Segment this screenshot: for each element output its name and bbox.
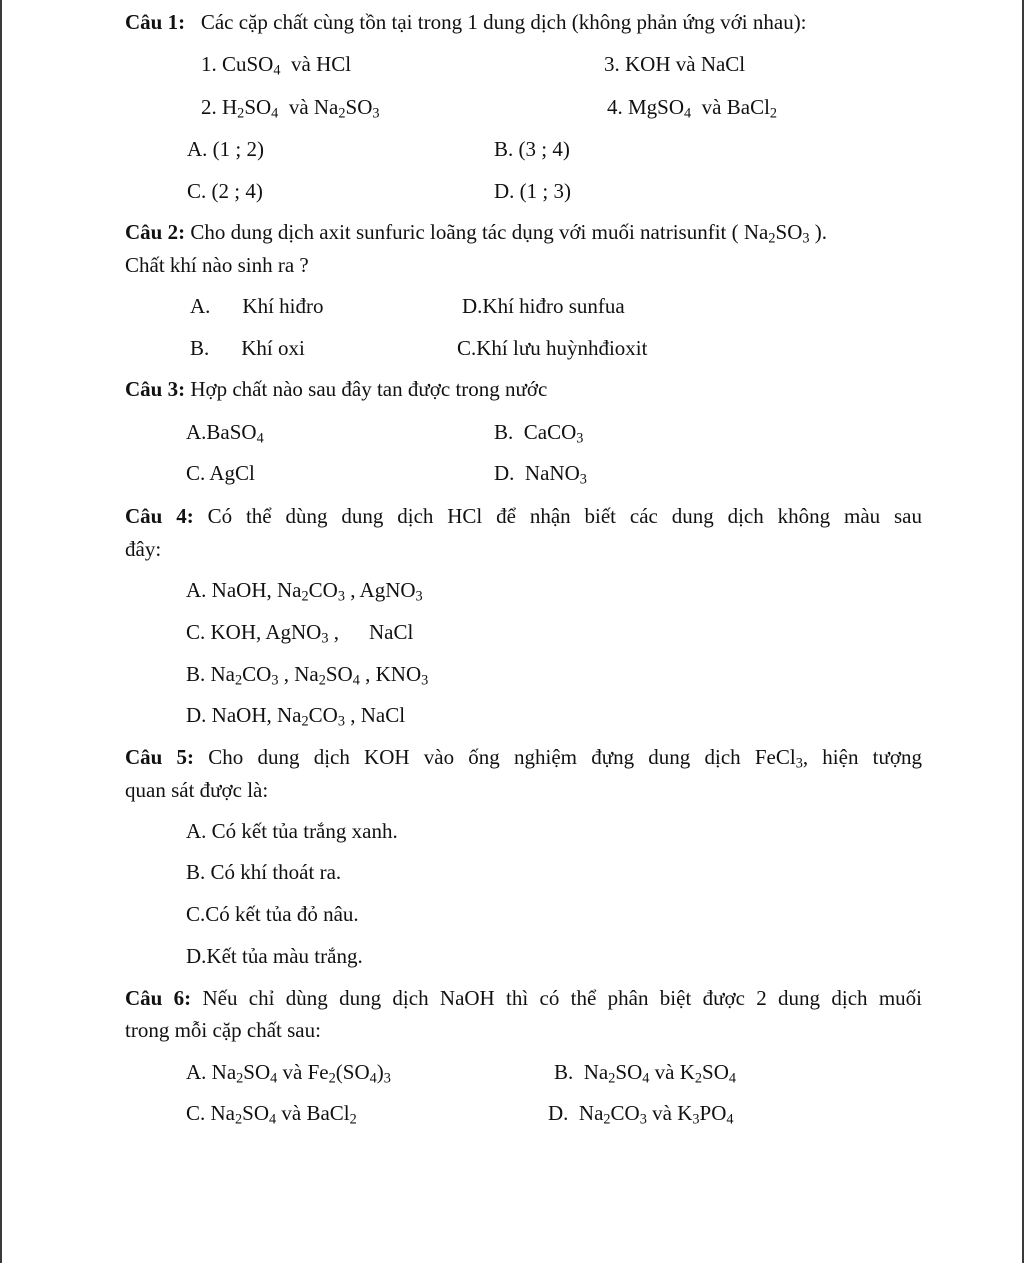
question-1-text: Các cặp chất cùng tồn tại trong 1 dung dịch (không phản ứng với nhau):: [200, 10, 807, 34]
q6-option-c[interactable]: C. $Na_2SO_4$ và BaCl$_2$: [186, 1101, 357, 1128]
q4-option-c[interactable]: C. KOH, AgNO$_3$ , NaCl: [186, 620, 414, 647]
question-2-stem: Câu 2: Cho dung dịch axit sunfuric loãng tác dụng với muối natrisunfit ( $Na_2SO_3$ ).: [125, 220, 828, 247]
q3-option-c[interactable]: C. AgCl: [186, 461, 255, 485]
q5-option-c[interactable]: C.Có kết tủa đỏ nâu.: [186, 902, 359, 926]
q2-option-c[interactable]: C.Khí lưu huỳnhđioxit: [457, 336, 648, 360]
question-6-label: Câu 6:: [125, 986, 192, 1010]
question-3-stem: Câu 3: Hợp chất nào sau đây tan được trong nước: [125, 377, 548, 401]
q1-item-2: 2. $H_2SO_4$ và $Na_2SO_3$: [201, 95, 380, 122]
q5-option-b[interactable]: B. Có khí thoát ra.: [186, 860, 342, 884]
q1-item-1: 1. CuSO$_4$ và HCl: [201, 52, 352, 79]
q6-option-d[interactable]: D. $Na_2CO_3$ và $K_3PO_4$: [548, 1101, 734, 1128]
question-4-stem: Câu 4: Có thể dùng dung dịch HCl để nhận biết các dung dịch không màu sau: [125, 504, 922, 528]
q5-option-d[interactable]: D.Kết tủa màu trắng.: [186, 944, 363, 968]
q2-option-a[interactable]: A. Khí hiđro: [190, 294, 324, 318]
question-1-stem: [125, 10, 807, 35]
q1-option-d[interactable]: D. (1 ; 3): [494, 179, 571, 203]
q5-option-a[interactable]: A. Có kết tủa trắng xanh.: [186, 819, 398, 843]
question-3-label: Câu 3:: [125, 377, 186, 401]
question-5-stem-line2: quan sát được là:: [125, 778, 269, 802]
question-6-stem-line2: trong mỗi cặp chất sau:: [125, 1018, 321, 1042]
question-1-label: Câu 1:: [125, 10, 186, 34]
q4-option-b[interactable]: B. $Na_2CO_3$ , $Na_2SO_4$ , $KNO_3$: [186, 662, 429, 689]
q4-option-a[interactable]: A. NaOH, $Na_2CO_3$ , AgNO$_3$: [186, 578, 423, 605]
q1-option-b[interactable]: B. (3 ; 4): [494, 137, 570, 161]
q3-option-a[interactable]: A.BaSO$_4$: [186, 420, 264, 447]
question-2-label: Câu 2:: [125, 220, 186, 244]
question-4-stem-line2: đây:: [125, 537, 162, 561]
q2-option-b[interactable]: B. Khí oxi: [190, 336, 305, 360]
q1-option-a[interactable]: A. (1 ; 2): [187, 137, 264, 161]
question-4-label: Câu 4:: [125, 504, 194, 528]
q3-option-d[interactable]: D. NaNO$_3$: [494, 461, 587, 488]
q2-option-d[interactable]: D.Khí hiđro sunfua: [462, 294, 625, 318]
q4-option-d[interactable]: D. NaOH, $Na_2CO_3$ , NaCl: [186, 703, 406, 730]
question-5-label: Câu 5:: [125, 745, 195, 769]
left-page-edge: [0, 0, 2, 1263]
q1-option-c[interactable]: C. (2 ; 4): [187, 179, 263, 203]
q3-option-b[interactable]: B. CaCO$_3$: [494, 420, 584, 447]
q1-item-3: 3. KOH và NaCl: [604, 52, 746, 76]
q6-option-a[interactable]: A. $Na_2SO_4$ và $Fe_2(SO_4)_3$: [186, 1060, 391, 1087]
question-2-stem-line2: Chất khí nào sinh ra ?: [125, 253, 309, 277]
question-6-stem: Câu 6: Nếu chỉ dùng dung dịch NaOH thì có thể phân biệt được 2 dung dịch muối: [125, 986, 923, 1010]
q1-item-4: 4. MgSO$_4$ và BaCl$_2$: [607, 95, 778, 122]
q6-option-b[interactable]: B. $Na_2SO_4$ và $K_2SO_4$: [554, 1060, 737, 1087]
question-5-stem: Câu 5: Cho dung dịch KOH vào ống nghiệm đựng dung dịch FeCl$_3$, hiện tượng: [125, 745, 922, 772]
